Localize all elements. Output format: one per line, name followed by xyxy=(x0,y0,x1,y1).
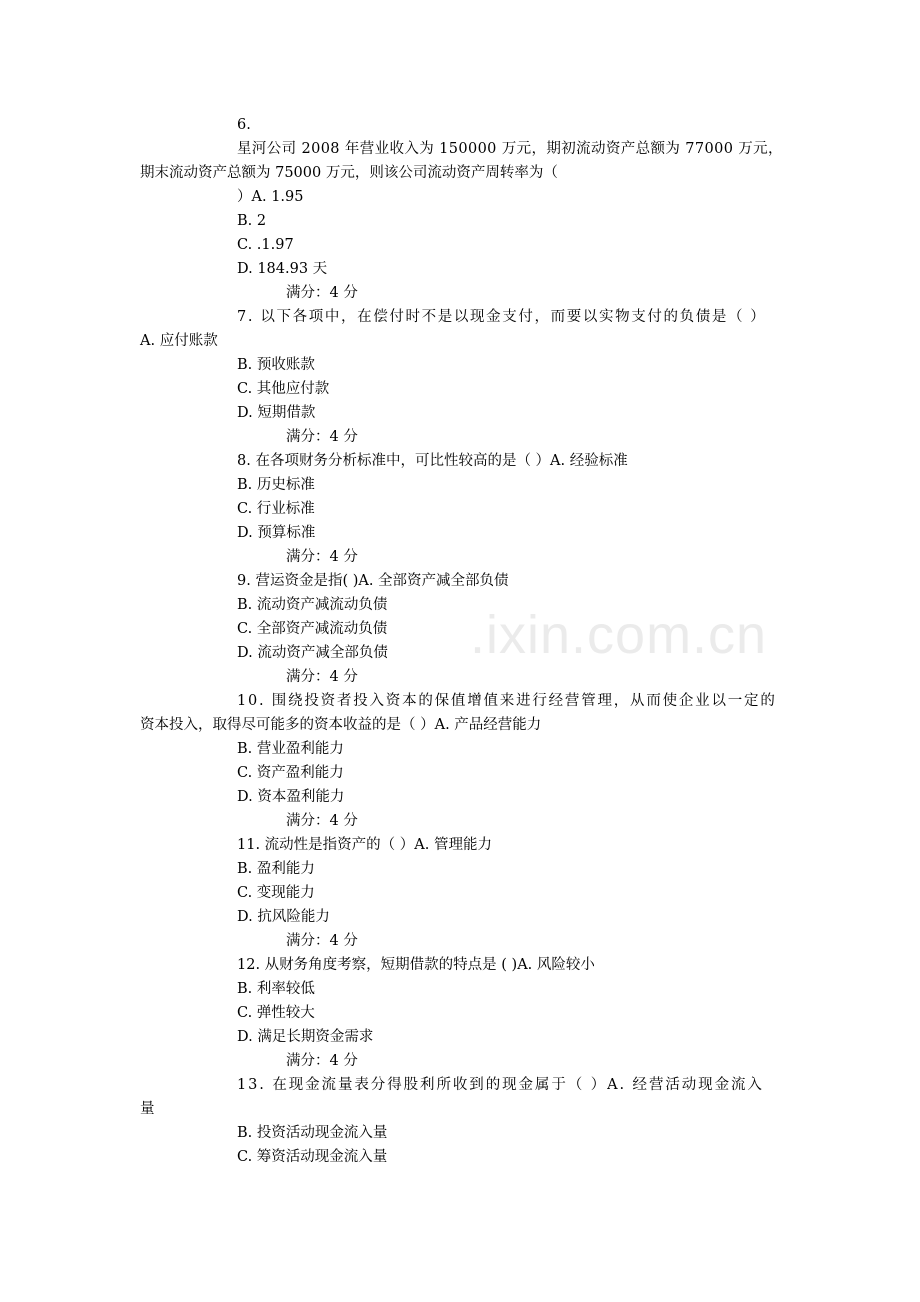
score-line: 满分：4 分 xyxy=(286,429,358,445)
document-line: D. 预算标准 xyxy=(237,525,316,541)
document-line: B. 预收账款 xyxy=(237,357,315,373)
document-line: 6. xyxy=(237,117,251,133)
score-line: 满分：4 分 xyxy=(286,933,358,949)
document-line: 12. 从财务角度考察，短期借款的特点是 ( )A. 风险较小 xyxy=(237,957,595,973)
document-line: D. 短期借款 xyxy=(237,405,316,421)
document-line: C. 弹性较大 xyxy=(237,1005,315,1021)
document-line: D. 184.93 天 xyxy=(237,261,328,277)
score-line: 满分：4 分 xyxy=(286,285,358,301)
document-line: C. 其他应付款 xyxy=(237,381,330,397)
document-line: 星河公司 2008 年营业收入为 150000 万元，期初流动资产总额为 77000 万元， xyxy=(237,141,783,157)
document-line: 量 xyxy=(140,1101,155,1117)
document-line: 10. 围绕投资者投入资本的保值增值来进行经营管理，从而使企业以一定的 xyxy=(237,693,777,709)
document-line: 13. 在现金流量表分得股利所收到的现金属于（ ）A. 经营活动现金流入 xyxy=(237,1077,764,1093)
document-line: C. 资产盈利能力 xyxy=(237,765,344,781)
document-line: 8. 在各项财务分析标准中，可比性较高的是（ ）A. 经验标准 xyxy=(237,453,628,469)
document-line: C. .1.97 xyxy=(237,237,294,253)
document-line: C. 筹资活动现金流入量 xyxy=(237,1149,388,1165)
document-line: ）A. 1.95 xyxy=(237,189,304,205)
document-line: B. 2 xyxy=(237,213,267,229)
score-line: 满分：4 分 xyxy=(286,549,358,565)
document-line: B. 流动资产减流动负债 xyxy=(237,597,388,613)
document-line: 期末流动资产总额为 75000 万元，则该公司流动资产周转率为（ xyxy=(140,165,558,181)
watermark: .ixin.com.cn xyxy=(470,605,768,665)
document-line: 9. 营运资金是指( )A. 全部资产减全部负债 xyxy=(237,573,509,589)
document-line: C. 变现能力 xyxy=(237,885,315,901)
document-line: 资本投入，取得尽可能多的资本收益的是（ ）A. 产品经营能力 xyxy=(140,717,542,733)
document-line: D. 满足长期资金需求 xyxy=(237,1029,374,1045)
document-line: B. 投资活动现金流入量 xyxy=(237,1125,388,1141)
score-line: 满分：4 分 xyxy=(286,669,358,685)
document-line: 7. 以下各项中，在偿付时不是以现金支付，而要以实物支付的负债是（ ） xyxy=(237,309,767,325)
score-line: 满分：4 分 xyxy=(286,1053,358,1069)
document-line: 11. 流动性是指资产的（ ）A. 管理能力 xyxy=(237,837,492,853)
document-line: B. 营业盈利能力 xyxy=(237,741,344,757)
score-line: 满分：4 分 xyxy=(286,813,358,829)
document-line: D. 资本盈利能力 xyxy=(237,789,345,805)
document-line: B. 历史标准 xyxy=(237,477,315,493)
document-line: B. 利率较低 xyxy=(237,981,315,997)
document-line: A. 应付账款 xyxy=(140,333,218,349)
document-line: D. 流动资产减全部负债 xyxy=(237,645,388,661)
document-line: B. 盈利能力 xyxy=(237,861,315,877)
document-line: C. 全部资产减流动负债 xyxy=(237,621,388,637)
document-line: D. 抗风险能力 xyxy=(237,909,330,925)
document-line: C. 行业标准 xyxy=(237,501,315,517)
